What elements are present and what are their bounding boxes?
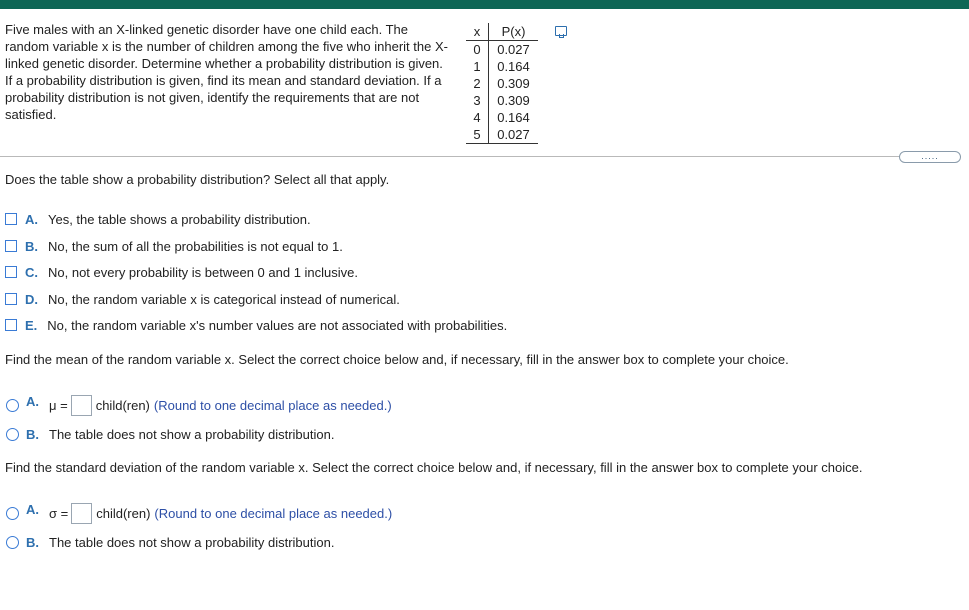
table-header-px: P(x) <box>489 23 539 41</box>
q1-option-a[interactable] <box>5 210 311 228</box>
option-letter: B. <box>26 426 39 442</box>
copy-table-icon[interactable] <box>555 26 567 36</box>
table-cell-x: 0 <box>466 41 489 59</box>
q2-option-a[interactable] <box>5 393 392 417</box>
table-cell-x: 4 <box>466 109 489 126</box>
table-row <box>466 75 538 92</box>
option-text: The table does not show a probability distribution. <box>49 426 335 442</box>
rounding-hint: (Round to one decimal place as needed.) <box>153 397 392 413</box>
radio-button[interactable] <box>6 536 19 549</box>
table-cell-px: 0.309 <box>497 93 530 108</box>
option-text: Yes, the table shows a probability distribution. <box>48 211 311 227</box>
table-cell-px: 0.309 <box>497 76 530 91</box>
checkbox[interactable] <box>5 293 17 305</box>
option-text: The table does not show a probability distribution. <box>49 534 335 550</box>
table-cell-px: 0.027 <box>489 126 539 144</box>
table-row <box>466 58 538 75</box>
option-letter: A. <box>26 393 39 409</box>
checkbox[interactable] <box>5 240 17 252</box>
q1-option-e[interactable] <box>5 316 507 334</box>
q2-prompt: Find the mean of the random variable x. Select the correct choice below and, if necessary, fill in the answer box to complete your choice. <box>5 352 789 367</box>
q3-option-a[interactable] <box>5 501 392 525</box>
radio-button[interactable] <box>6 399 19 412</box>
option-letter: D. <box>25 291 38 307</box>
radio-button[interactable] <box>6 428 19 441</box>
table-cell-x: 1 <box>466 58 489 75</box>
unit-label: child(ren) <box>96 505 151 521</box>
table-header-x: x <box>466 23 489 41</box>
problem-statement: Five males with an X-linked genetic disorder have one child each. The random variable x is the number of children among the five who inherit the X-linked genetic disorder. Determine whether a probability distribution is given. If a probability distribution is given, find its mean and standard deviation. If a probability distribution is not given, identify the requirements that are not satisfied. <box>5 22 448 122</box>
std-dev-answer-input[interactable] <box>71 503 92 524</box>
table-row <box>466 41 538 59</box>
table-cell-x: 3 <box>466 92 489 109</box>
unit-label: child(ren) <box>95 397 150 413</box>
q1-option-b[interactable] <box>5 237 343 255</box>
table-row <box>466 92 538 109</box>
checkbox[interactable] <box>5 266 17 278</box>
q3-option-b[interactable] <box>5 533 334 551</box>
option-letter: A. <box>25 211 38 227</box>
option-text: No, not every probability is between 0 and 1 inclusive. <box>48 264 359 280</box>
q1-prompt: Does the table show a probability distribution? Select all that apply. <box>5 172 390 187</box>
expand-more-button[interactable]: ..... <box>899 151 961 163</box>
header-bar <box>0 0 969 9</box>
q1-option-c[interactable] <box>5 263 358 281</box>
table-cell-x: 2 <box>466 75 489 92</box>
sigma-symbol: σ = <box>49 505 69 521</box>
table-cell-px: 0.027 <box>497 42 530 57</box>
option-letter: A. <box>26 501 39 517</box>
probability-table <box>466 23 538 144</box>
table-cell-x: 5 <box>466 126 489 144</box>
mean-symbol: μ = <box>49 397 68 413</box>
table-row <box>466 126 538 144</box>
checkbox[interactable] <box>5 319 17 331</box>
option-letter: E. <box>25 317 38 333</box>
option-letter: B. <box>25 238 38 254</box>
option-letter: B. <box>26 534 39 550</box>
table-cell-px: 0.164 <box>497 110 530 125</box>
option-letter: C. <box>25 264 38 280</box>
q3-prompt: Find the standard deviation of the random variable x. Select the correct choice below and, if necessary, fill in the answer box to complete your choice. <box>5 460 863 475</box>
option-text: No, the random variable x's number values are not associated with probabilities. <box>47 317 508 333</box>
checkbox[interactable] <box>5 213 17 225</box>
option-text: No, the random variable x is categorical instead of numerical. <box>48 291 400 307</box>
rounding-hint: (Round to one decimal place as needed.) <box>154 505 393 521</box>
q2-option-b[interactable] <box>5 425 334 443</box>
radio-button[interactable] <box>6 507 19 520</box>
section-divider <box>0 156 900 157</box>
table-row <box>466 109 538 126</box>
mean-answer-input[interactable] <box>71 395 92 416</box>
table-cell-px: 0.164 <box>497 59 530 74</box>
q1-option-d[interactable] <box>5 290 400 308</box>
option-text: No, the sum of all the probabilities is not equal to 1. <box>48 238 343 254</box>
